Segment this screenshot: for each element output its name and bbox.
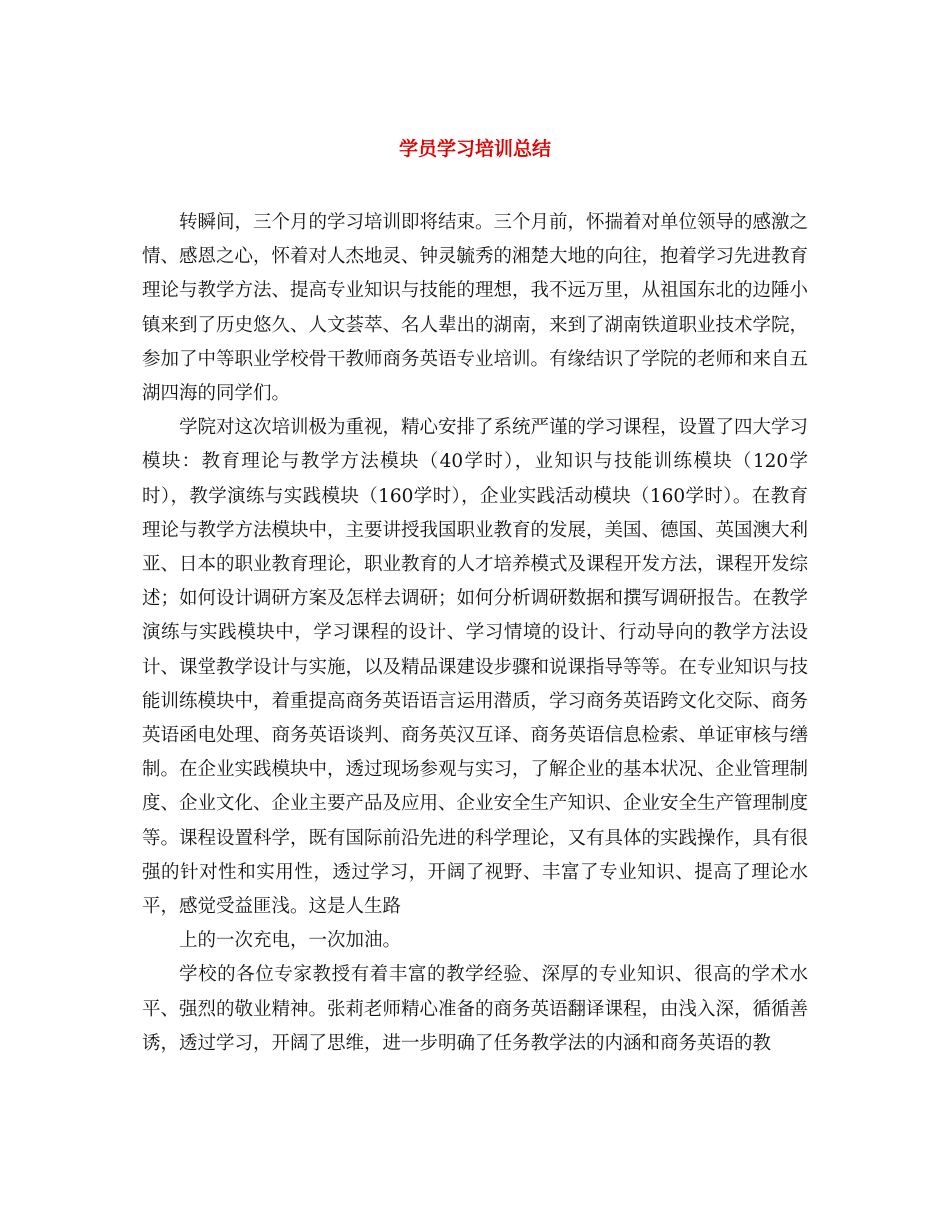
- paragraph-4: 学校的各位专家教授有着丰富的教学经验、深厚的专业知识、很高的学术水平、强烈的敬业精神。张莉老师精心准备的商务英语翻译课程，由浅入深，循循善诱，透过学习，开阔了思维，进一步明确了任务教学法的内涵和商务英语的教: [142, 964, 809, 1054]
- document-body: [142, 206, 808, 1061]
- paragraph-1: 转瞬间，三个月的学习培训即将结束。三个月前，怀揣着对单位领导的感激之情、感恩之心，怀着对人杰地灵、钟灵毓秀的湘楚大地的向往，抱着学习先进教育理论与教学方法、提高专业知识与技能的理想，我不远万里，从祖国东北的边陲小镇来到了历史悠久、人文荟萃、名人辈出的湖南，来到了湖南铁道职业技术学院，参加了中等职业学校骨干教师商务英语专业培训。有缘结识了学院的老师和来自五湖四海的同学们。: [142, 212, 809, 405]
- paragraph-2: 学院对这次培训极为重视，精心安排了系统严谨的学习课程，设置了四大学习模块：教育理论与教学方法模块（40学时），业知识与技能训练模块（120学时），教学演练与实践模块（160学时），企业实践活动模块（160学时）。在教育理论与教学方法模块中，主要讲授我国职业教育的发展，美国、德国、英国澳大利亚、日本的职业教育理论，职业教育的人才培养模式及课程开发方法，课程开发综述；如何设计调研方案及怎样去调研；如何分析调研数据和撰写调研报告。在教学演练与实践模块中，学习课程的设计、学习情境的设计、行动导向的教学方法设计、课堂教学设计与实施，以及精品课建设步骤和说课指导等等。在专业知识与技能训练模块中，着重提高商务英语语言运用潜质，学习商务英语跨文化交际、商务英语函电处理、商务英语谈判、商务英汉互译、商务英语信息检索、单证审核与缮制。在企业实践模块中，透过现场参观与实习，了解企业的基本状况、企业管理制度、企业文化、企业主要产品及应用、企业安全生产知识、企业安全生产管理制度等。课程设置科学，既有国际前沿先进的科学理论，又有具体的实践操作，具有很强的针对性和实用性，透过学习，开阔了视野、丰富了专业知识、提高了理论水平，感觉受益匪浅。这是人生路: [142, 417, 809, 918]
- paragraph-3: 上的一次充电，一次加油。: [179, 930, 402, 952]
- document-title: 学员学习培训总结: [398, 138, 551, 160]
